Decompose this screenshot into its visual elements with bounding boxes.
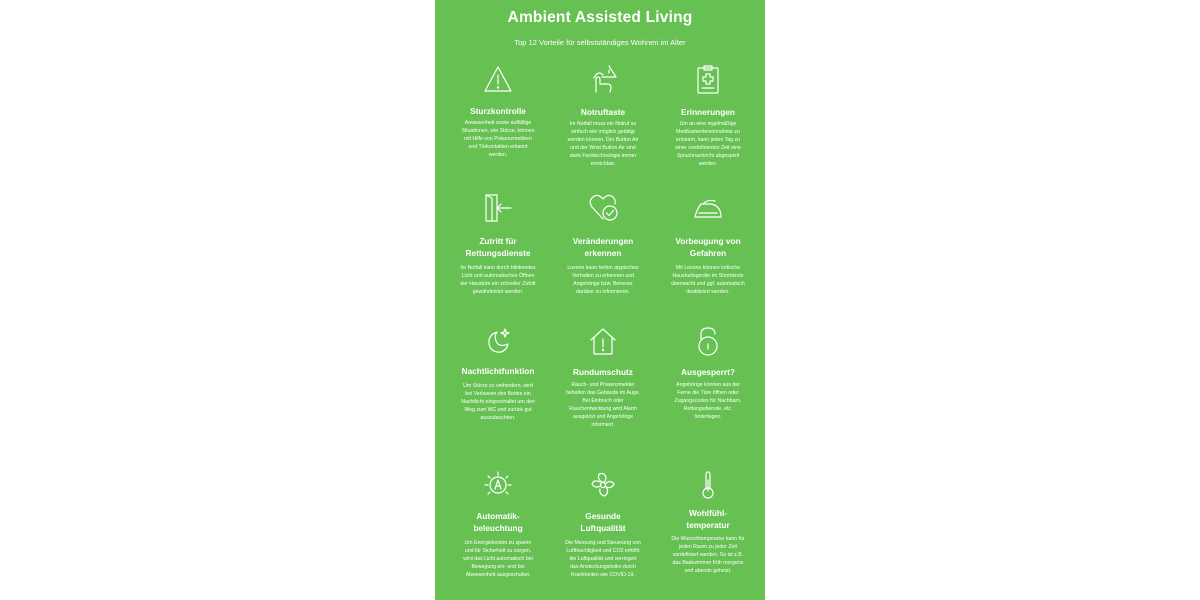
- benefit-description: Im Notfall kann durch blinkendes Licht und automatisches Öffnen der Haustüre ein schneller Zutritt gewährleistet werden.: [460, 265, 536, 295]
- benefit-description: Um an eine regelmäßige Medikamenteneinnahme zu erinnern, kann jeden Tag zu einer vordefinierten Zeit eine Sprachnachricht abgespielt werden.: [675, 121, 741, 167]
- benefit-card-zutritt: [446, 193, 550, 296]
- benefit-card-veraenderungen: [551, 192, 655, 296]
- house-alert-icon: [588, 326, 618, 356]
- benefit-title: Wohlfühl-temperatur: [686, 508, 730, 530]
- auto-light-icon: [483, 470, 513, 500]
- benefit-card-nachtlicht: [446, 326, 550, 422]
- benefit-description: Angehörige können aus der Ferne die Türe öffnen oder Zugangscodes für Nachbarn, Rettungsdienste, etc. hinterlegen.: [674, 382, 742, 420]
- benefit-title: Automatik-beleuchtung: [473, 511, 523, 533]
- benefit-title: Veränderungen erkennen: [572, 236, 634, 258]
- benefit-description: Die Wunschtemperatur kann für jeden Raum zu jeder Zeit vordefiniert werden. So ist z.B. das Badezimmer früh morgens und abends geheizt.: [671, 536, 745, 574]
- benefit-title: Vorbeugung von Gefahren: [675, 236, 741, 258]
- benefit-title: Nachtlichtfunktion: [461, 366, 535, 376]
- benefit-title: Rundumschutz: [573, 367, 633, 377]
- benefit-description: Rauch- und Präsenzmelder behalten das Gebäude im Auge. Bei Einbruch oder Rauchentwicklung wird Alarm ausgelöst und Angehörige informiert.: [565, 382, 641, 428]
- benefit-title: Sturzkontrolle: [470, 106, 526, 116]
- benefit-card-rundumschutz: [551, 326, 655, 429]
- moon-stars-icon: [483, 326, 513, 356]
- benefit-description: Anwesenheit sowie auffällige Situationen, wie Stürze, können mit Hilfe von Präsenzmeldern und Türkontakten erkannt werden.: [461, 120, 535, 158]
- benefit-description: Mit Loxone können kritische Haushaltsgeräte im Stromkreis überwacht und ggf. automatisch deaktiviert werden.: [671, 265, 745, 295]
- benefit-card-sturzkontrolle: [446, 64, 550, 159]
- benefit-card-ausgesperrt: [656, 326, 760, 421]
- benefit-card-notruftaste: [551, 64, 655, 168]
- benefit-card-erinnerungen: [656, 64, 760, 168]
- iron-icon: [693, 193, 723, 223]
- benefit-description: Loxone kann helfen atypisches Verhalten zu erkennen und Angehörige bzw. Betreuer darüber zu informieren.: [567, 265, 639, 295]
- padlock-icon: [693, 326, 723, 356]
- benefit-title: Ausgesperrt?: [681, 367, 735, 377]
- benefit-card-vorbeugung: [656, 193, 760, 296]
- clipboard-medical-icon: [693, 64, 723, 94]
- benefit-title: Notruftaste: [580, 107, 626, 117]
- fan-icon: [588, 470, 618, 500]
- door-enter-icon: [483, 193, 513, 223]
- panic-button-icon: [588, 64, 618, 94]
- benefit-description: Um Energiekosten zu sparen und für Sicherheit zu sorgen, wird das Licht automatisch bei Bewegung ein- und bei Abwesenheit ausgeschaltet.: [463, 540, 533, 578]
- benefit-card-luftqualitaet: [551, 470, 655, 579]
- benefit-title: Erinnerungen: [681, 107, 735, 117]
- page-subtitle: Top 12 Vorteile für selbstständiges Wohnen im Alter: [514, 38, 686, 47]
- benefit-card-wohlfuehltemperatur: [656, 470, 760, 575]
- heart-check-icon: [588, 192, 618, 222]
- benefit-title: Zutritt für Rettungsdienste: [465, 236, 531, 258]
- benefit-description: Die Messung und Steuerung von Luftfeuchtigkeit und CO2 erhöht die Luftqualität und verringert das Ansteckungsrisiko durch Krankheiten wie COVID-19.: [565, 540, 641, 578]
- warning-triangle-icon: [483, 64, 513, 94]
- benefit-description: Um Stürze zu verhindern, wird bei Verlassen des Bettes ein Nachtlicht eingeschaltet um den Weg zum WC und zurück gut auszuleuchten.: [461, 383, 535, 421]
- thermometer-icon: [693, 470, 723, 500]
- benefit-card-automatik: [446, 470, 550, 579]
- benefit-title: Gesunde Luftqualität: [580, 511, 626, 533]
- infographic-panel: [435, 0, 765, 600]
- benefit-description: Im Notfall muss ein Notruf so einfach wie möglich getätigt werden können. Der Button Air und der Wrist Button Air sind dank Funktechnologie immer erreichbar.: [567, 121, 639, 167]
- page-title: Ambient Assisted Living: [507, 9, 693, 26]
